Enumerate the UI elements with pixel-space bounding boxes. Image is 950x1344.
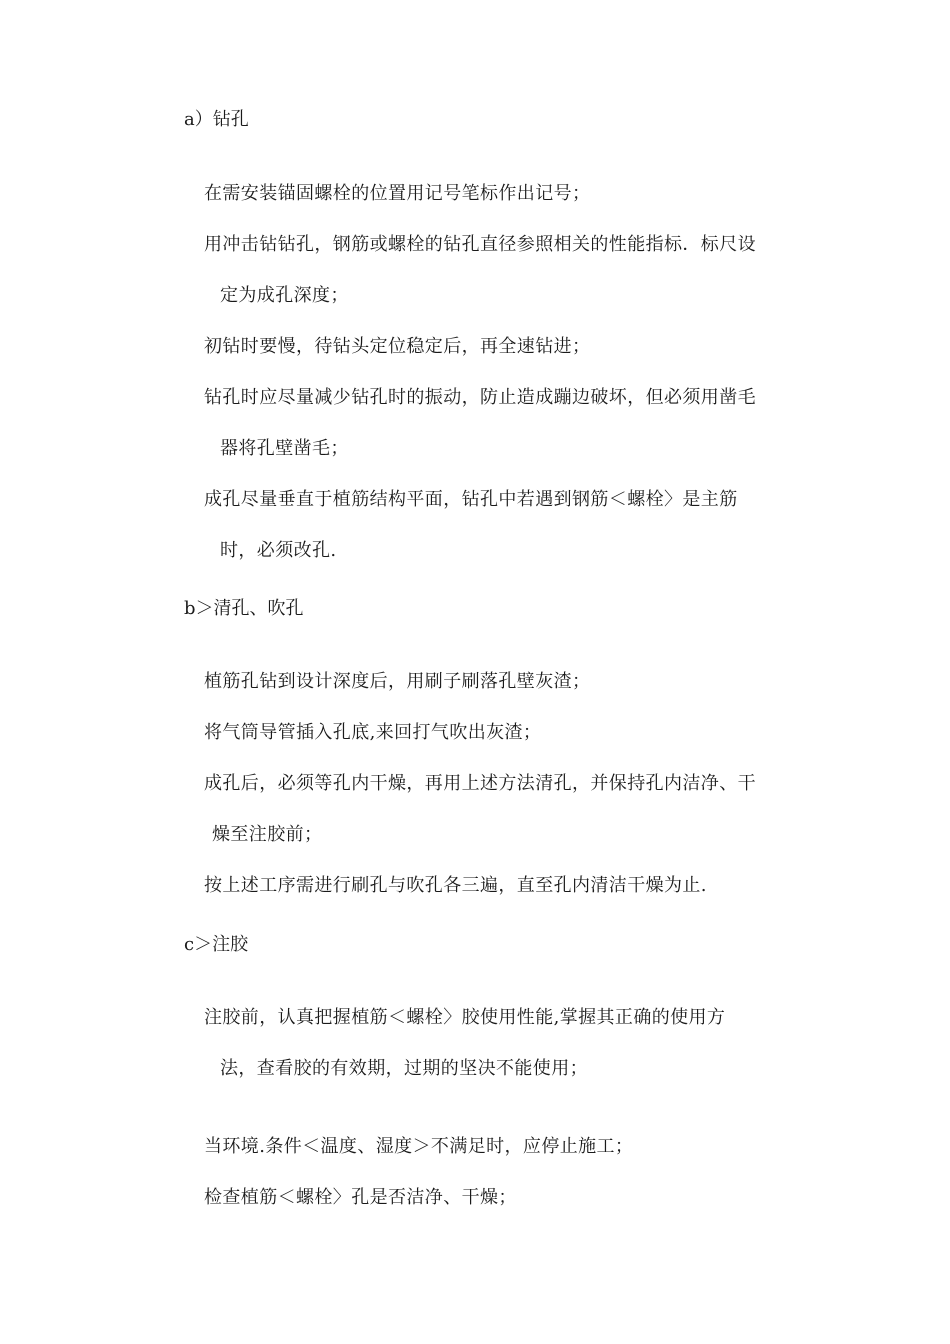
item-text: 成孔后，必须等孔内干燥，再用上述方法清孔，并保持孔内洁净、干 bbox=[204, 773, 756, 794]
item-text: 初钻时要慢，待钻头定位稳定后，再全速钻进； bbox=[204, 336, 591, 357]
item-text: 在需安装锚固螺栓的位置用记号笔标作出记号； bbox=[204, 183, 591, 204]
item-text: 成孔尽量垂直于植筋结构平面，钻孔中若遇到钢筋＜螺栓〉是主筋 bbox=[204, 489, 738, 510]
item-text: 钻孔时应尽量减少钻孔时的振动，防止造成蹦边破坏，但必须用凿毛 bbox=[204, 387, 756, 408]
item-text: 检查植筋＜螺栓〉孔是否洁净、干燥； bbox=[204, 1187, 517, 1208]
list-item bbox=[204, 656, 820, 707]
item-text: 用冲击钻钻孔，钢筋或螺栓的钻孔直径参照相关的性能指标．标尺设 bbox=[204, 234, 756, 255]
item-text-continued: 燥至注胶前； bbox=[212, 824, 323, 845]
item-text-continued: 定为成孔深度； bbox=[220, 285, 349, 306]
item-text: 将气筒导管插入孔底,来回打气吹出灰渣； bbox=[204, 722, 542, 743]
list-item bbox=[204, 474, 820, 576]
item-text: 植筋孔钻到设计深度后，用刷子刷落孔壁灰渣； bbox=[204, 671, 591, 692]
item-text: 当环境.条件＜温度、湿度＞不满足时，应停止施工； bbox=[204, 1136, 634, 1157]
item-text: 注胶前，认真把握植筋＜螺栓〉胶使用性能,掌握其正确的使用方 bbox=[204, 1007, 726, 1028]
list-item bbox=[204, 1172, 820, 1223]
item-text-continued: 法，查看胶的有效期，过期的坚决不能使用； bbox=[220, 1058, 588, 1079]
list-item bbox=[204, 1121, 820, 1172]
section-heading-c: c＞注胶 bbox=[184, 934, 249, 955]
list-item bbox=[204, 758, 820, 860]
item-text-continued: 时，必须改孔. bbox=[220, 540, 337, 561]
item-text: 按上述工序需进行刷孔与吹孔各三遍，直至孔内清洁干燥为止. bbox=[204, 875, 707, 896]
item-text-continued: 器将孔壁凿毛； bbox=[220, 438, 349, 459]
list-item bbox=[204, 992, 820, 1094]
list-item bbox=[204, 372, 820, 474]
list-item bbox=[204, 707, 820, 758]
section-heading-a: a）钻孔 bbox=[184, 109, 249, 130]
list-item bbox=[204, 860, 820, 911]
list-item bbox=[204, 168, 820, 219]
list-item bbox=[204, 219, 820, 321]
section-heading-b: b＞清孔、吹孔 bbox=[184, 598, 304, 619]
list-item bbox=[204, 321, 820, 372]
